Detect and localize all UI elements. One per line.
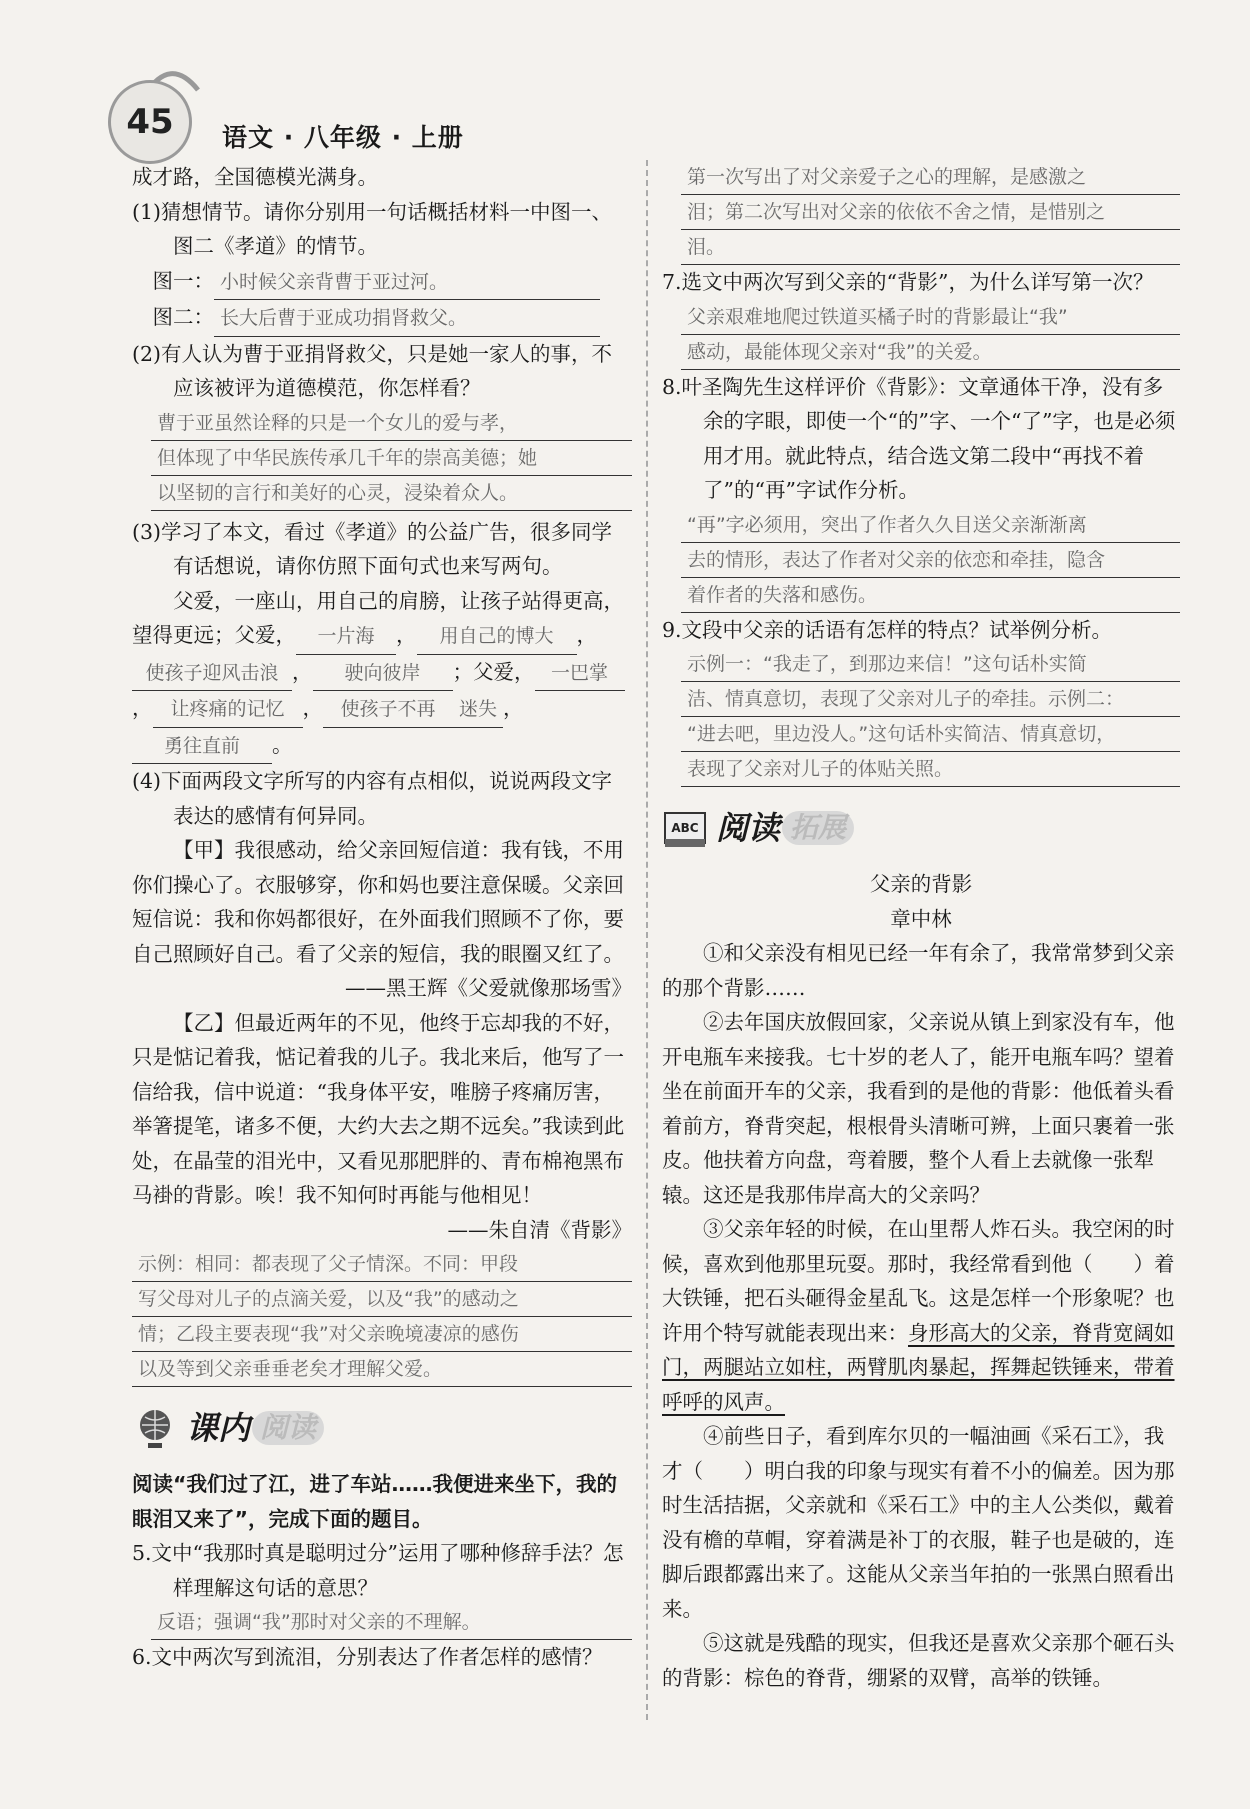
answer-line: 洁、情真意切，表现了父亲对儿子的牵挂。示例二： — [681, 682, 1180, 717]
question-4: (4)下面两段文字所写的内容有点相似，说说两段文字表达的感情有何异同。 — [132, 769, 613, 828]
answer-line: 去的情形，表达了作者对父亲的依恋和牵挂，隐含 — [681, 543, 1180, 578]
question-1: (1)猜想情节。请你分别用一句话概括材料一中图一、图二《孝道》的情节。 — [132, 199, 613, 258]
page-title: 语文 · 八年级 · 上册 — [222, 123, 464, 152]
section-word: 课内 — [186, 1408, 251, 1447]
abc-text: ABC — [671, 821, 699, 835]
section-word-2: 阅读 — [252, 1411, 324, 1446]
question-6-answer — [662, 160, 1180, 265]
section-header-in-class — [132, 1393, 632, 1463]
page-number-badge — [108, 80, 192, 164]
underlined-sentence: 身形高大的父亲，脊背宽阔如门，两腿站立如柱，两臂肌肉暴起，挥舞起铁锤来，带着呼呼的风声。 — [662, 1320, 1175, 1414]
section-word: 阅读 — [716, 808, 781, 847]
q3-blank: 使孩子迎风击浪 — [132, 656, 292, 692]
answer-line: 示例：相同：都表现了父子情深。不同：甲段 — [132, 1247, 632, 1282]
story-paragraph: ⑤这就是残酷的现实，但我还是喜欢父亲那个砸石头的背影：棕色的脊背，绷紧的双臂，高举的铁锤。 — [662, 1631, 1175, 1690]
question-5: 5.文中“我那时真是聪明过分”运用了哪种修辞手法？怎样理解这句话的意思？ — [132, 1541, 624, 1600]
question-7: 7.选文中两次写到父亲的“背影”，为什么详写第一次？ — [662, 270, 1154, 294]
q3-blank: 迷失 — [453, 692, 503, 728]
answer-line: 泪；第二次写出对父亲的依依不舍之情，是惜别之 — [681, 195, 1180, 230]
question-7-answer — [662, 300, 1180, 370]
question-6: 6.文中两次写到流泪，分别表达了作者怎样的感情？ — [132, 1645, 603, 1669]
story-title: 父亲的背影 — [869, 872, 973, 896]
answer-line: 曹于亚虽然诠释的只是一个女儿的爱与孝， — [151, 406, 632, 441]
left-column — [132, 160, 632, 1675]
fig1-row — [132, 264, 632, 301]
right-column — [662, 160, 1180, 1695]
q3-blank: 驶向彼岸 — [313, 656, 453, 692]
question-9-answer — [662, 647, 1180, 787]
answer-line: 泪。 — [681, 230, 1180, 265]
answer-line: 情；乙段主要表现“我”对父亲晚境凄凉的感伤 — [132, 1317, 632, 1352]
answer-line: 第一次写出了对父亲爱子之心的理解，是感激之 — [681, 160, 1180, 195]
answer-line: 感动，最能体现父亲对“我”的关爱。 — [681, 335, 1180, 370]
q3-blank: 用自己的博大 — [417, 619, 577, 655]
abc-book-icon — [662, 805, 708, 851]
story-paragraph: ②去年国庆放假回家，父亲说从镇上到家没有车，他开电瓶车来接我。七十岁的老人了，能开电瓶车吗？望着坐在前面开车的父亲，我看到的是他的背影：他低着头看着前方，脊背突起，根根骨头清晰可辨，上面只裹着一张皮。他扶着方向盘，弯着腰，整个人看上去就像一张犁辕。这还是我那伟岸高大的父亲吗？ — [662, 1010, 1175, 1207]
section-word-2: 拓展 — [782, 811, 854, 846]
fig1-label: 图一： — [152, 268, 214, 293]
answer-line: “进去吧，里边没人。”这句话朴实简洁、情真意切， — [681, 717, 1180, 752]
answer-line: 写父母对儿子的点滴关爱，以及“我”的感动之 — [132, 1282, 632, 1317]
passage-jia: 【甲】我很感动，给父亲回短信道：我有钱，不用你们操心了。衣服够穿，你和妈也要注意保暖。父亲回短信说：我和你妈都很好，在外面我们照顾不了你，要自己照顾好自己。看了父亲的短信，我的眼圈又红了。 — [132, 838, 624, 966]
answer-line: 以坚韧的言行和美好的心灵，浸染着众人。 — [151, 476, 632, 511]
q3-blank: 一片海 — [296, 619, 396, 655]
story-paragraph: ①和父亲没有相见已经一年有余了，我常常梦到父亲的那个背影…… — [662, 941, 1175, 1000]
story-paragraph: ④前些日子，看到库尔贝的一幅油画《采石工》，我才（ ）明白我的印象与现实有着不小的偏差。因为那时生活拮据，父亲就和《采石工》中的主人公类似，戴着没有檐的草帽，穿着满是补丁的衣服，鞋子也是破的，连脚后跟都露出来了。这能从父亲当年拍的一张黑白照看出来。 — [662, 1424, 1175, 1621]
question-2: (2)有人认为曹于亚捐肾救父，只是她一家人的事，不应该被评为道德模范，你怎样看？ — [132, 341, 613, 400]
fig2-row — [132, 300, 632, 337]
fig2-label: 图二： — [152, 305, 214, 329]
question-4-answer — [132, 1247, 632, 1387]
question-3-fill: 父爱，一座山，用自己的肩膀，让孩子站得更高，望得更远；父爱， 一片海 ， 用自己的博大 ，使孩子迎风击浪 ， 驶向彼岸 ；父爱， 一巴掌， 让疼痛的记忆 ， 使孩子不再 迷失 ，勇往直前 。 — [132, 584, 632, 765]
question-5-answer — [132, 1605, 632, 1640]
story-author: 章中林 — [890, 906, 952, 931]
passage-jia-source: ——黑王辉《父爱就像那场雪》 — [345, 976, 632, 1000]
fig1-answer: 小时候父亲背曹于亚过河。 — [214, 265, 600, 301]
q3-blank: 让疼痛的记忆 — [153, 692, 303, 728]
story-paragraph — [662, 1212, 1180, 1419]
question-2-answer — [132, 406, 632, 511]
fig2-answer: 长大后曹于亚成功捐肾救父。 — [214, 301, 600, 337]
answer-line: 反语；强调“我”那时对父亲的不理解。 — [151, 1605, 632, 1640]
intro-text: 成才路，全国德模光满身。 — [132, 165, 378, 189]
globe-icon — [132, 1405, 178, 1451]
reading-instruction: 阅读“我们过了江，进了车站……我便进来坐下，我的眼泪又来了”，完成下面的题目。 — [132, 1472, 617, 1531]
story-text: ③父亲年轻的时候，在山里帮人炸石头。我空闲的时候，喜欢到他那里玩耍。那时，我经常看到他（ ）着大铁锤，把石头砸得金星乱飞。这是怎样一个形象呢？也许用个特写就能表现出来： — [662, 1217, 1175, 1345]
question-3: (3)学习了本文，看过《孝道》的公益广告，很多同学有话想说，请你仿照下面句式也来写两句。 — [132, 519, 613, 578]
question-8-answer — [662, 508, 1180, 613]
passage-yi: 【乙】但最近两年的不见，他终于忘却我的不好，只是惦记着我，惦记着我的儿子。我北来后，他写了一信给我，信中说道：“我身体平安，唯膀子疼痛厉害，举箸提笔，诸多不便，大约大去之期不远矣。”我读到此处，在晶莹的泪光中，又看见那肥胖的、青布棉袍黑布马褂的背影。唉！我不知何时再能与他相见！ — [132, 1010, 625, 1207]
question-9: 9.文段中父亲的话语有怎样的特点？试举例分析。 — [662, 617, 1113, 642]
q3-blank: 一巴掌 — [535, 656, 625, 692]
q3-blank: 使孩子不再 — [323, 692, 453, 728]
column-divider — [646, 160, 648, 1720]
question-8: 8.叶圣陶先生这样评价《背影》：文章通体干净，没有多余的字眼，即使一个“的”字、一个“了”字，也是必须用才用。就此特点，结合选文第二段中“再找不着了”的“再”字试作分析。 — [662, 374, 1176, 502]
answer-line: 表现了父亲对儿子的体贴关照。 — [681, 752, 1180, 787]
answer-line: 示例一：“我走了，到那边来信！”这句话朴实简 — [681, 647, 1180, 682]
q3-blank: 勇往直前 — [132, 729, 272, 765]
answer-line: 但体现了中华民族传承几千年的崇高美德；她 — [151, 441, 632, 476]
q3-text: ；父爱， — [452, 659, 535, 684]
q3-text: 父爱，一座山，用自己的肩膀，让孩子站得更高，望得更远；父爱， — [132, 588, 624, 647]
answer-line: 父亲艰难地爬过铁道买橘子时的背影最让“我” — [681, 300, 1180, 335]
section-header-extended — [662, 793, 1180, 863]
page-number: 45 — [126, 102, 174, 142]
answer-line: 以及等到父亲垂垂老矣才理解父爱。 — [132, 1352, 632, 1387]
passage-yi-source: ——朱自清《背影》 — [447, 1217, 632, 1242]
answer-line: 着作者的失落和感伤。 — [681, 578, 1180, 613]
answer-line: “再”字必须用，突出了作者久久目送父亲渐渐离 — [681, 508, 1180, 543]
